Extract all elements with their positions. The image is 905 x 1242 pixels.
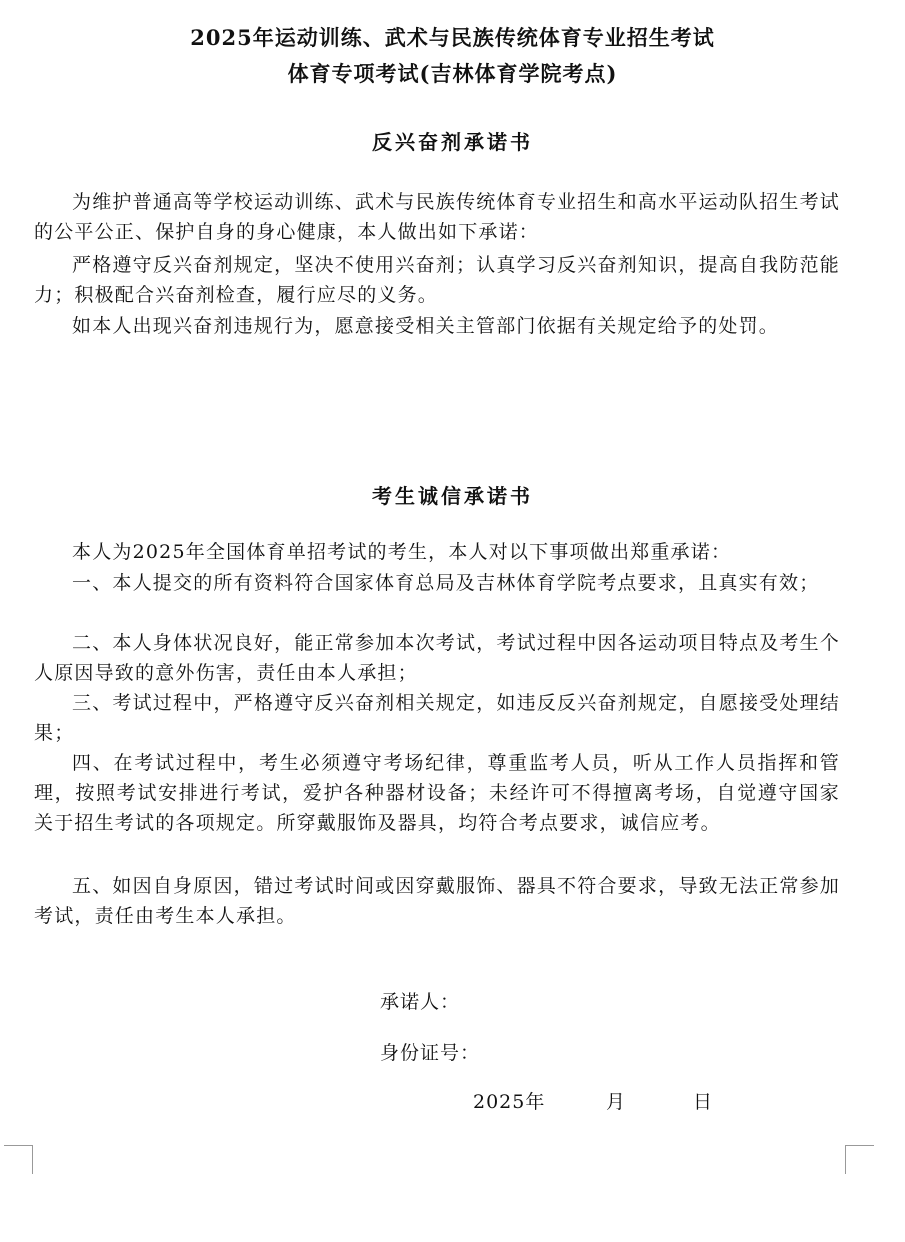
date-day: 日: [693, 1091, 714, 1113]
anti-doping-paragraph-2: 严格遵守反兴奋剂规定，坚决不使用兴奋剂；认真学习反兴奋剂知识，提高自我防范能力；积极配合兴奋剂检查，履行应尽的义务。: [34, 254, 840, 306]
integrity-heading: 考生诚信承诺书: [372, 484, 533, 508]
anti-doping-heading: 反兴奋剂承诺书: [372, 130, 533, 154]
page-corner-mark-right: [845, 1145, 874, 1174]
document-title-line-2: 体育专项考试(吉林体育学院考点): [287, 61, 618, 86]
page-corner-mark-left: [4, 1145, 33, 1174]
date-year: 2025年: [473, 1091, 546, 1113]
integrity-paragraph-intro: 本人为2025年全国体育单招考试的考生，本人对以下事项做出郑重承诺：: [72, 541, 732, 563]
integrity-item-5: 五、如因自身原因，错过考试时间或因穿戴服饰、器具不符合要求，导致无法正常参加考试，责任由考生本人承担。: [34, 875, 840, 927]
id-number-label: 身份证号：: [380, 1042, 481, 1064]
integrity-item-1: 一、本人提交的所有资料符合国家体育总局及吉林体育学院考点要求，且真实有效；: [72, 572, 820, 594]
integrity-item-3: 三、考试过程中，严格遵守反兴奋剂相关规定，如违反反兴奋剂规定，自愿接受处理结果；: [34, 692, 840, 744]
integrity-item-4: 四、在考试过程中，考生必须遵守考场纪律，尊重监考人员，听从工作人员指挥和管理，按照考试安排进行考试，爱护各种器材设备；未经许可不得擅离考场，自觉遵守国家关于招生考试的各项规定。所穿戴服饰及器具，均符合考点要求，诚信应考。: [34, 752, 840, 834]
integrity-item-2: 二、本人身体状况良好，能正常参加本次考试，考试过程中因各运动项目特点及考生个人原因导致的意外伤害，责任由本人承担；: [34, 632, 840, 684]
promisor-label: 承诺人：: [380, 991, 461, 1013]
document-title-line-1: 2025年运动训练、武术与民族传统体育专业招生考试: [190, 25, 715, 50]
anti-doping-paragraph-1: 为维护普通高等学校运动训练、武术与民族传统体育专业招生和高水平运动队招生考试的公平公正、保护自身的身心健康，本人做出如下承诺：: [34, 191, 840, 243]
anti-doping-paragraph-3: 如本人出现兴奋剂违规行为，愿意接受相关主管部门依据有关规定给予的处罚。: [72, 315, 780, 337]
date-month: 月: [606, 1091, 627, 1113]
